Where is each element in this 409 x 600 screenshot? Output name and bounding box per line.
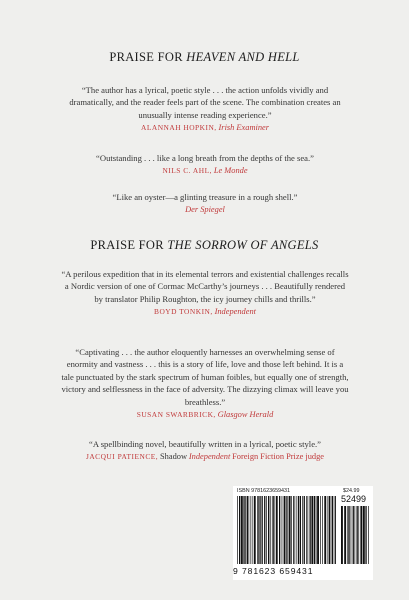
quote-ahl: “Outstanding . . . like a long breath from the depths of the sea.” NILS C. AHL, Le Monde [60, 152, 350, 176]
attribution: Der Spiegel [185, 205, 225, 215]
attribution: BOYD TONKIN, Independent [154, 307, 256, 317]
price-label: $24.99 [343, 488, 360, 494]
quote-swarbrick: “Captivating . . . the author eloquently harnesses an overwhelming sense of enormity and vastness . . . this is a story of life, love and those left behind. It is a tale punctuated by the stark spectrum of human foibles, but equally one of strength, victory and selflessness in the face of adversity. The dizzying climax will leave you breathless.” SUSAN SWARBRICK, Glasgow Herald [61, 347, 349, 420]
ean-digits: 9 781623 659431 [233, 566, 314, 576]
attribution: ALANNAH HOPKIN, Irish Examiner [141, 123, 269, 133]
quote-hopkin: “The author has a lyrical, poetic style . . . the action unfolds vividly and dramatically, and the reader feels part of the scene. The combination creates an unusually intense reading experience.” ALANNAH HOPKIN, Irish Examiner [60, 84, 350, 133]
attribution: JACQUI PATIENCE, Shadow Independent Foreign Fiction Prize judge [85, 452, 325, 462]
attribution: SUSAN SWARBRICK, Glasgow Herald [136, 410, 274, 420]
isbn-barcode [233, 486, 373, 580]
section-heading-sorrow-of-angels: PRAISE FOR THE SORROW OF ANGELS [90, 238, 319, 252]
quote-tonkin: “A perilous expedition that in its elemental terrors and existential challenges recalls a Nordic version of one of Cormac McCarthy’s journeys . . . Beautifully rendered by translator Philip Roughton, the icy journey chills and thrills.” BOYD TONKIN, Independent [61, 269, 349, 317]
addon-number: 52499 [341, 494, 367, 504]
quote-patience: “A spellbinding novel, beautifully written in a lyrical, poetic style.” JACQUI PATIENCE, Shadow Independent Foreign Fiction Prize judge [60, 438, 350, 462]
isbn-text: ISBN 9781623659431 [237, 488, 291, 494]
quote-spiegel: “Like an oyster—a glinting treasure in a rough shell.” Der Spiegel [60, 191, 350, 215]
attribution: NILS C. AHL, Le Monde [162, 166, 248, 176]
section-heading-heaven-and-hell: PRAISE FOR HEAVEN AND HELL [109, 50, 300, 64]
